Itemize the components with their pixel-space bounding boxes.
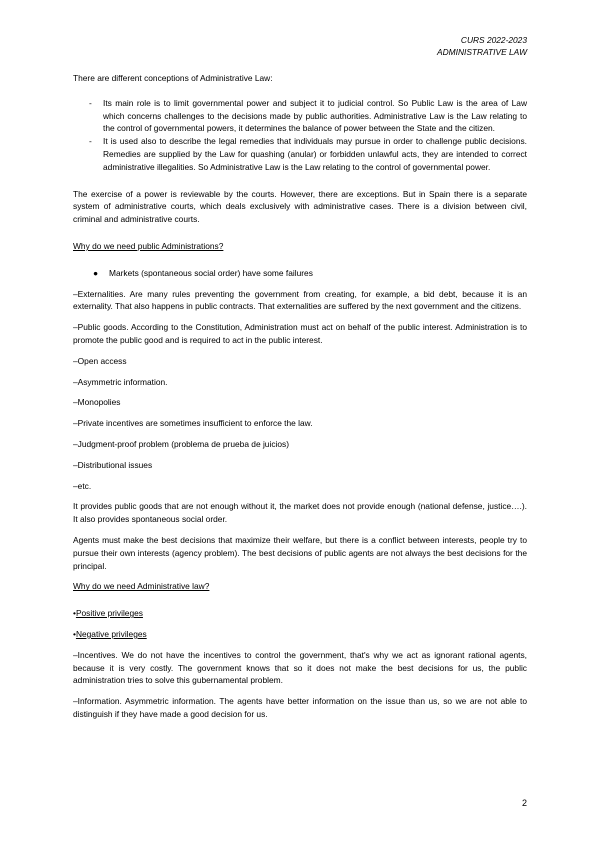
agents-paragraph: Agents must make the best decisions that maximize their welfare, but there is a conflict between interests, people try to pursue their own interests (agency problem). The best decisions of public agents are not always the best decisions for the principal. [73, 534, 527, 571]
document-body [73, 72, 527, 721]
exercise-paragraph: The exercise of a power is reviewable by the courts. However, there are exceptions. But in Spain there is a separate system of administrative courts, which deals exclusively with administrative cases. There is a division between civil, criminal and administrative courts. [73, 188, 527, 225]
markets-bullet-text: Markets (spontaneous social order) have some failures [109, 267, 313, 278]
information-paragraph: –Information. Asymmetric information. The agents have better information on the issue than us, so we are not able to distinguish if they have made a good decision for us. [73, 696, 527, 719]
distributional-issues-item: –Distributional issues [73, 459, 153, 470]
private-incentives-item: –Private incentives are sometimes insufficient to enforce the law. [73, 418, 313, 429]
page-number: 2 [521, 798, 527, 808]
markets-bullet [93, 267, 527, 280]
bullet-prefix: • [73, 628, 76, 639]
subject-label: ADMINISTRATIVE LAW [437, 47, 527, 57]
negative-privileges-label: Negative privileges [75, 628, 147, 639]
conceptions-list [73, 97, 527, 174]
public-goods-paragraph: It provides public goods that are not enough without it, the market does not provide enough (national defense, justice….). It also provides spontaneous social order. [73, 501, 527, 525]
conception-item: - It is used also to describe the legal remedies that individuals may pursue in order to challenge public decisions. Remedies are supplied by the Law for quashing (anular) or forbidden unlawful acts, they are intended to correct administrative illegalities. So Administrative Law is the Law relating to the control of governmental power. [103, 135, 527, 173]
judgment-proof-item: –Judgment-proof problem (problema de prueba de juicios) [73, 438, 290, 449]
open-access-item: –Open access [73, 355, 127, 366]
asymmetric-information-item: –Asymmetric information. [73, 376, 168, 387]
externalities-item: –Externalities. Are many rules preventing the government from creating, for example, a bid debt, because it is an externality. That also happens in public contracts. That externalities are suffered by the next government and the citizens. [73, 288, 527, 312]
positive-privileges-label: Positive privileges [75, 608, 143, 619]
section-heading-public-administrations: Why do we need public Administrations? [73, 240, 224, 251]
section-heading-administrative-law: Why do we need Administrative law? [73, 581, 210, 592]
monopolies-item: –Monopolies [73, 397, 121, 408]
conception-item: - Its main role is to limit governmental power and subject it to judicial control. So Public Law is the area of Law which concerns challenges to the decisions made by public authorities. Administrative Law is the Law relating to the control of governmental powers, it determines the balance of power between the State and the citizen. [103, 97, 527, 135]
intro-paragraph: There are different conceptions of Administrative Law: [73, 73, 273, 83]
page-header [437, 34, 527, 58]
course-label: CURS 2022-2023 [460, 35, 527, 45]
incentives-paragraph: –Incentives. We do not have the incentives to control the government, that's why we act as ignorant rational agents, because it is very costly. The government knows that so it does not make the best decisions for us, the public administration tries to solve this gubernamental problem. [73, 649, 527, 686]
negative-privileges [73, 628, 527, 641]
positive-privileges [73, 607, 527, 620]
etc-item: –etc. [73, 480, 92, 491]
public-goods-item: –Public goods. According to the Constitution, Administration must act on behalf of the public interest. Administration is to promote the public good and is required to act in the public interest. [73, 322, 527, 345]
bullet-prefix: • [73, 608, 76, 619]
bullet-dot-icon: ● [93, 267, 99, 278]
